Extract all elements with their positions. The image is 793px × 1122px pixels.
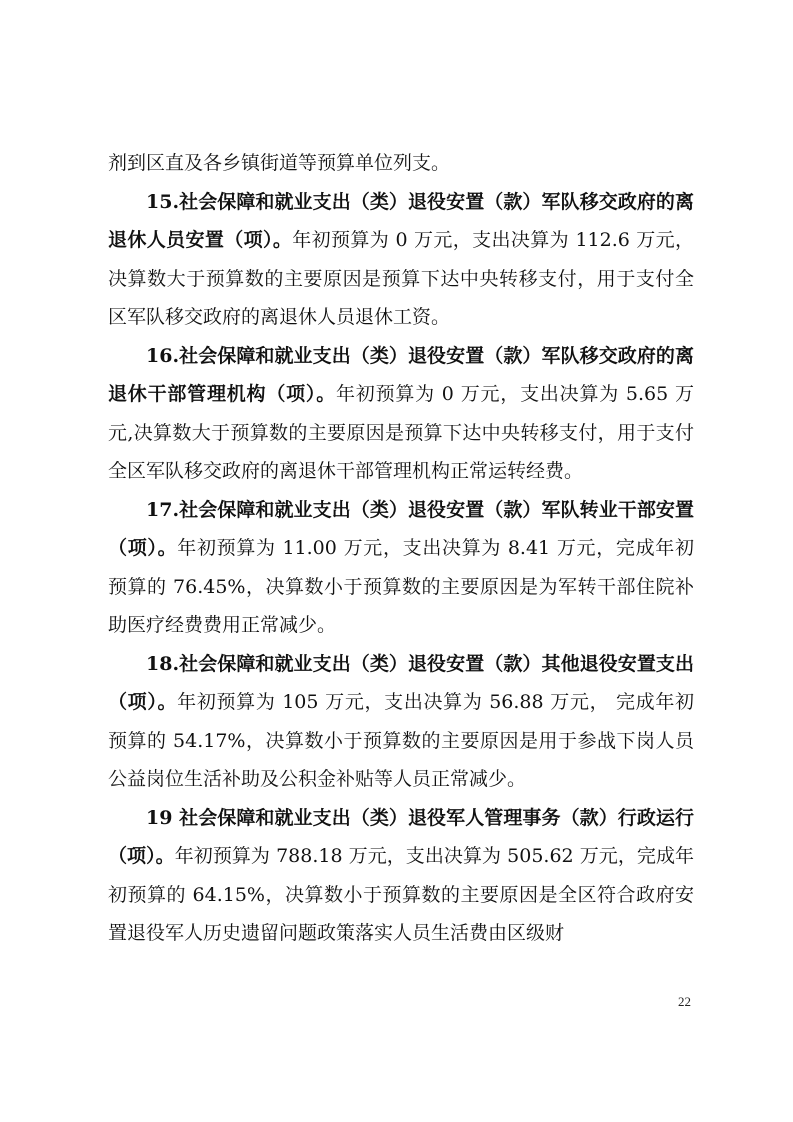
item-text: 年初预算为 11.00 万元，支出决算为 8.41 万元，完成年初预算的 76.45%，决算数小于预算数的主要原因是为军转干部住院补助医疗经费费用正常减少。 bbox=[108, 537, 694, 636]
document-body bbox=[108, 144, 694, 953]
paragraph-item-15 bbox=[108, 183, 694, 337]
item-text: 年初预算为 0 万元，支出决算为 5.65 万元,决算数大于预算数的主要原因是预算下达中央转移支付，用于支付全区军队移交政府的离退休干部管理机构正常运转经费。 bbox=[108, 383, 694, 482]
paragraph-item-16 bbox=[108, 337, 694, 491]
item-heading: 16.社会保障和就业支出（类）退役安置（款）军队移交政府的离退休干部管理机构（项）。 bbox=[108, 344, 694, 405]
item-text: 年初预算为 0 万元，支出决算为 112.6 万元，决算数大于预算数的主要原因是预算下达中央转移支付，用于支付全区军队移交政府的离退休人员退休工资。 bbox=[108, 229, 694, 328]
item-heading: 17.社会保障和就业支出（类）退役安置（款）军队转业干部安置（项）。 bbox=[108, 498, 694, 559]
item-text: 年初预算为 105 万元，支出决算为 56.88 万元， 完成年初预算的 54.17%，决算数小于预算数的主要原因是用于参战下岗人员公益岗位生活补助及公积金补贴等人员正常减少。 bbox=[108, 691, 694, 790]
item-text: 年初预算为 788.18 万元，支出决算为 505.62 万元，完成年初预算的 64.15%，决算数小于预算数的主要原因是全区符合政府安置退役军人历史遗留问题政策落实人员生活费由区级财 bbox=[108, 845, 694, 944]
item-heading: 15.社会保障和就业支出（类）退役安置（款）军队移交政府的离退休人员安置（项）。 bbox=[108, 190, 694, 251]
item-heading: 18.社会保障和就业支出（类）退役安置（款）其他退役安置支出（项）。 bbox=[108, 652, 694, 713]
paragraph-item-19 bbox=[108, 799, 694, 953]
page-number: 22 bbox=[678, 994, 691, 1009]
item-heading: 19 社会保障和就业支出（类）退役军人管理事务（款）行政运行（项）。 bbox=[108, 806, 694, 867]
paragraph-item-17 bbox=[108, 491, 694, 645]
paragraph-continuation bbox=[108, 144, 694, 183]
paragraph-text: 剂到区直及各乡镇街道等预算单位列支。 bbox=[108, 152, 451, 174]
paragraph-item-18 bbox=[108, 645, 694, 799]
